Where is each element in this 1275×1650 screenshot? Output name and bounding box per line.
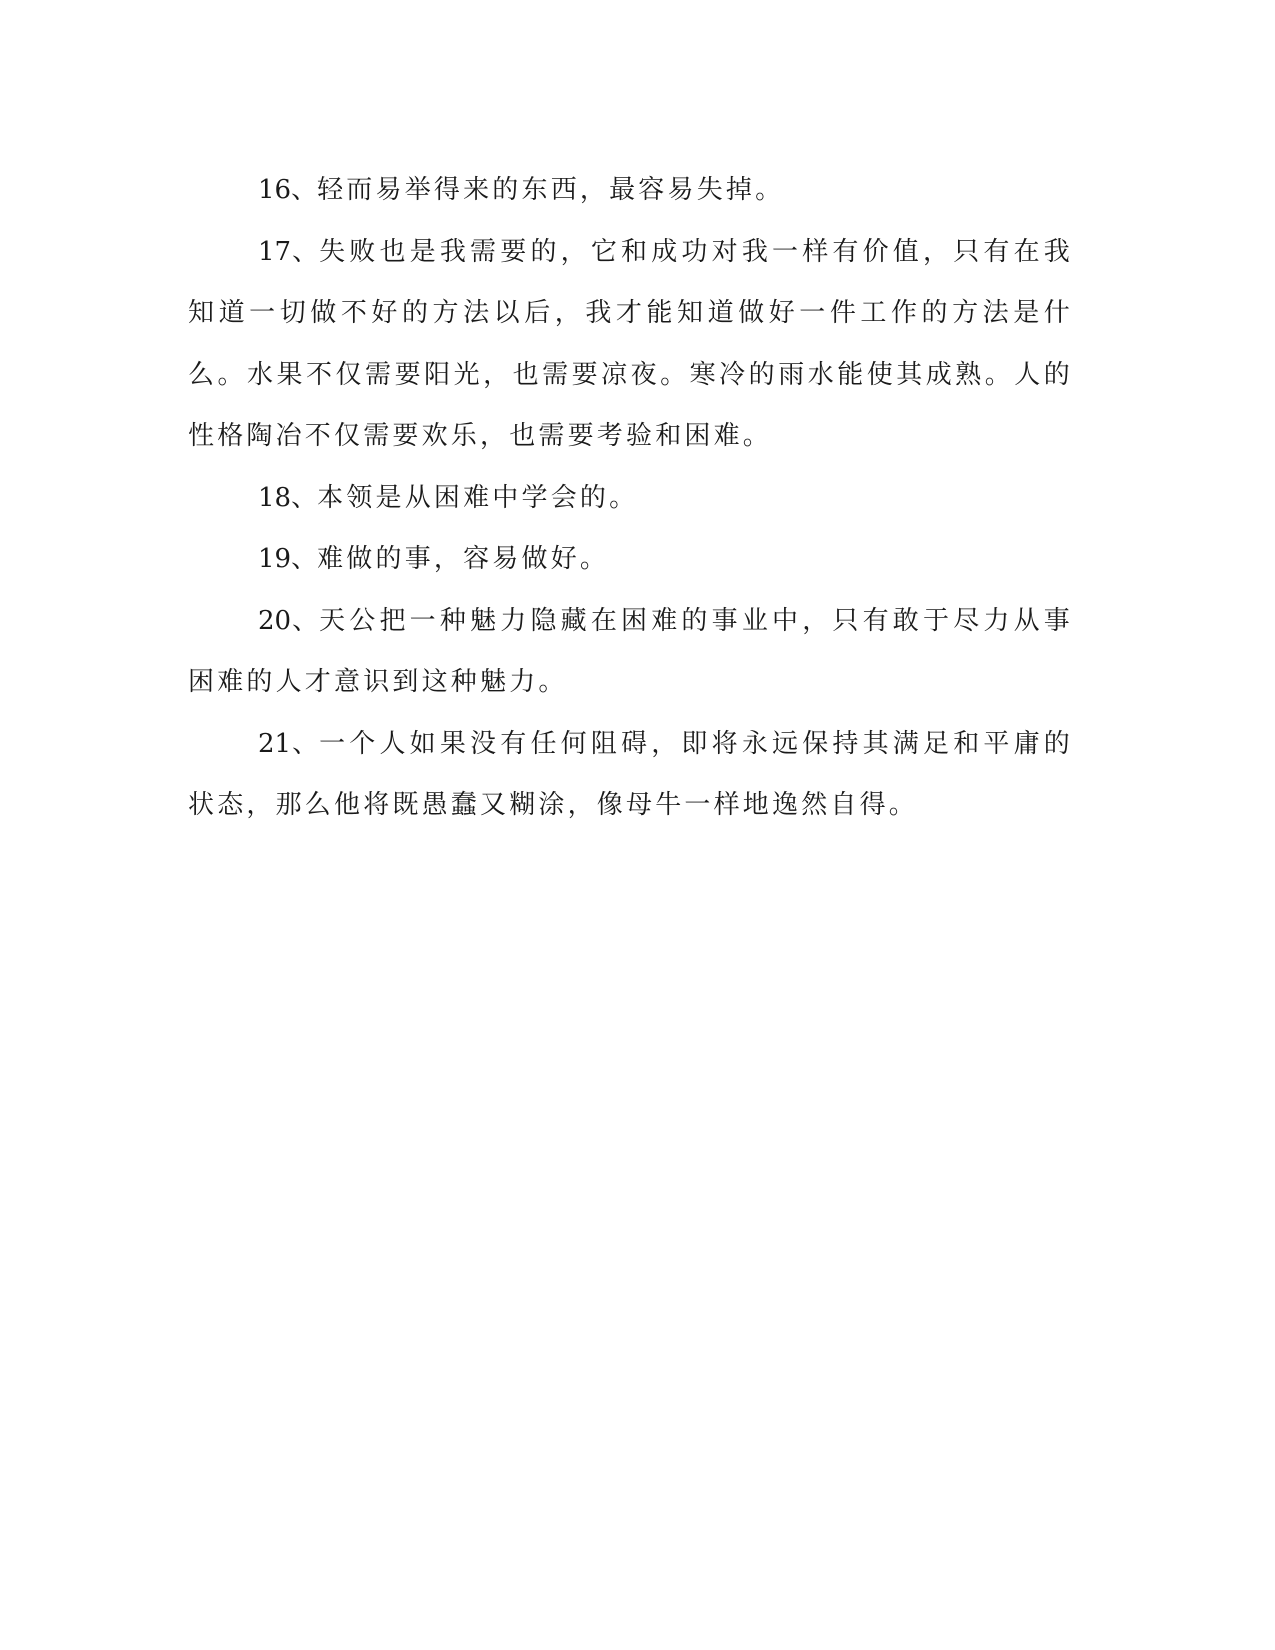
paragraph-number: 19、 xyxy=(258,544,318,574)
paragraph-text: 一个人如果没有任何阻碍，即将永远保持其满足和平庸的状态，那么他将既愚蠢又糊涂，像母牛一样地逸然自得。 xyxy=(188,728,1073,820)
paragraph-text: 本领是从困难中学会的。 xyxy=(317,482,639,513)
paragraph-20 xyxy=(188,591,1073,714)
paragraph-18 xyxy=(188,468,1073,530)
paragraph-17 xyxy=(188,222,1073,468)
paragraph-number: 16、 xyxy=(258,175,318,205)
paragraph-text: 失败也是我需要的，它和成功对我一样有价值，只有在我知道一切做不好的方法以后，我才能知道做好一件工作的方法是什么。水果不仅需要阳光，也需要凉夜。寒冷的雨水能使其成熟。人的性格陶冶不仅需要欢乐，也需要考验和困难。 xyxy=(188,236,1073,451)
paragraph-text: 天公把一种魅力隐藏在困难的事业中，只有敢于尽力从事困难的人才意识到这种魅力。 xyxy=(188,605,1073,697)
paragraph-number: 20、 xyxy=(258,605,320,636)
document-body xyxy=(188,160,1073,837)
paragraph-21 xyxy=(188,714,1073,837)
paragraph-number: 17、 xyxy=(258,236,320,267)
paragraph-text: 轻而易举得来的东西，最容易失掉。 xyxy=(317,175,785,205)
paragraph-number: 21、 xyxy=(258,728,320,759)
paragraph-16 xyxy=(188,160,1073,222)
paragraph-number: 18、 xyxy=(258,482,318,513)
paragraph-19 xyxy=(188,529,1073,591)
paragraph-text: 难做的事，容易做好。 xyxy=(317,544,610,574)
